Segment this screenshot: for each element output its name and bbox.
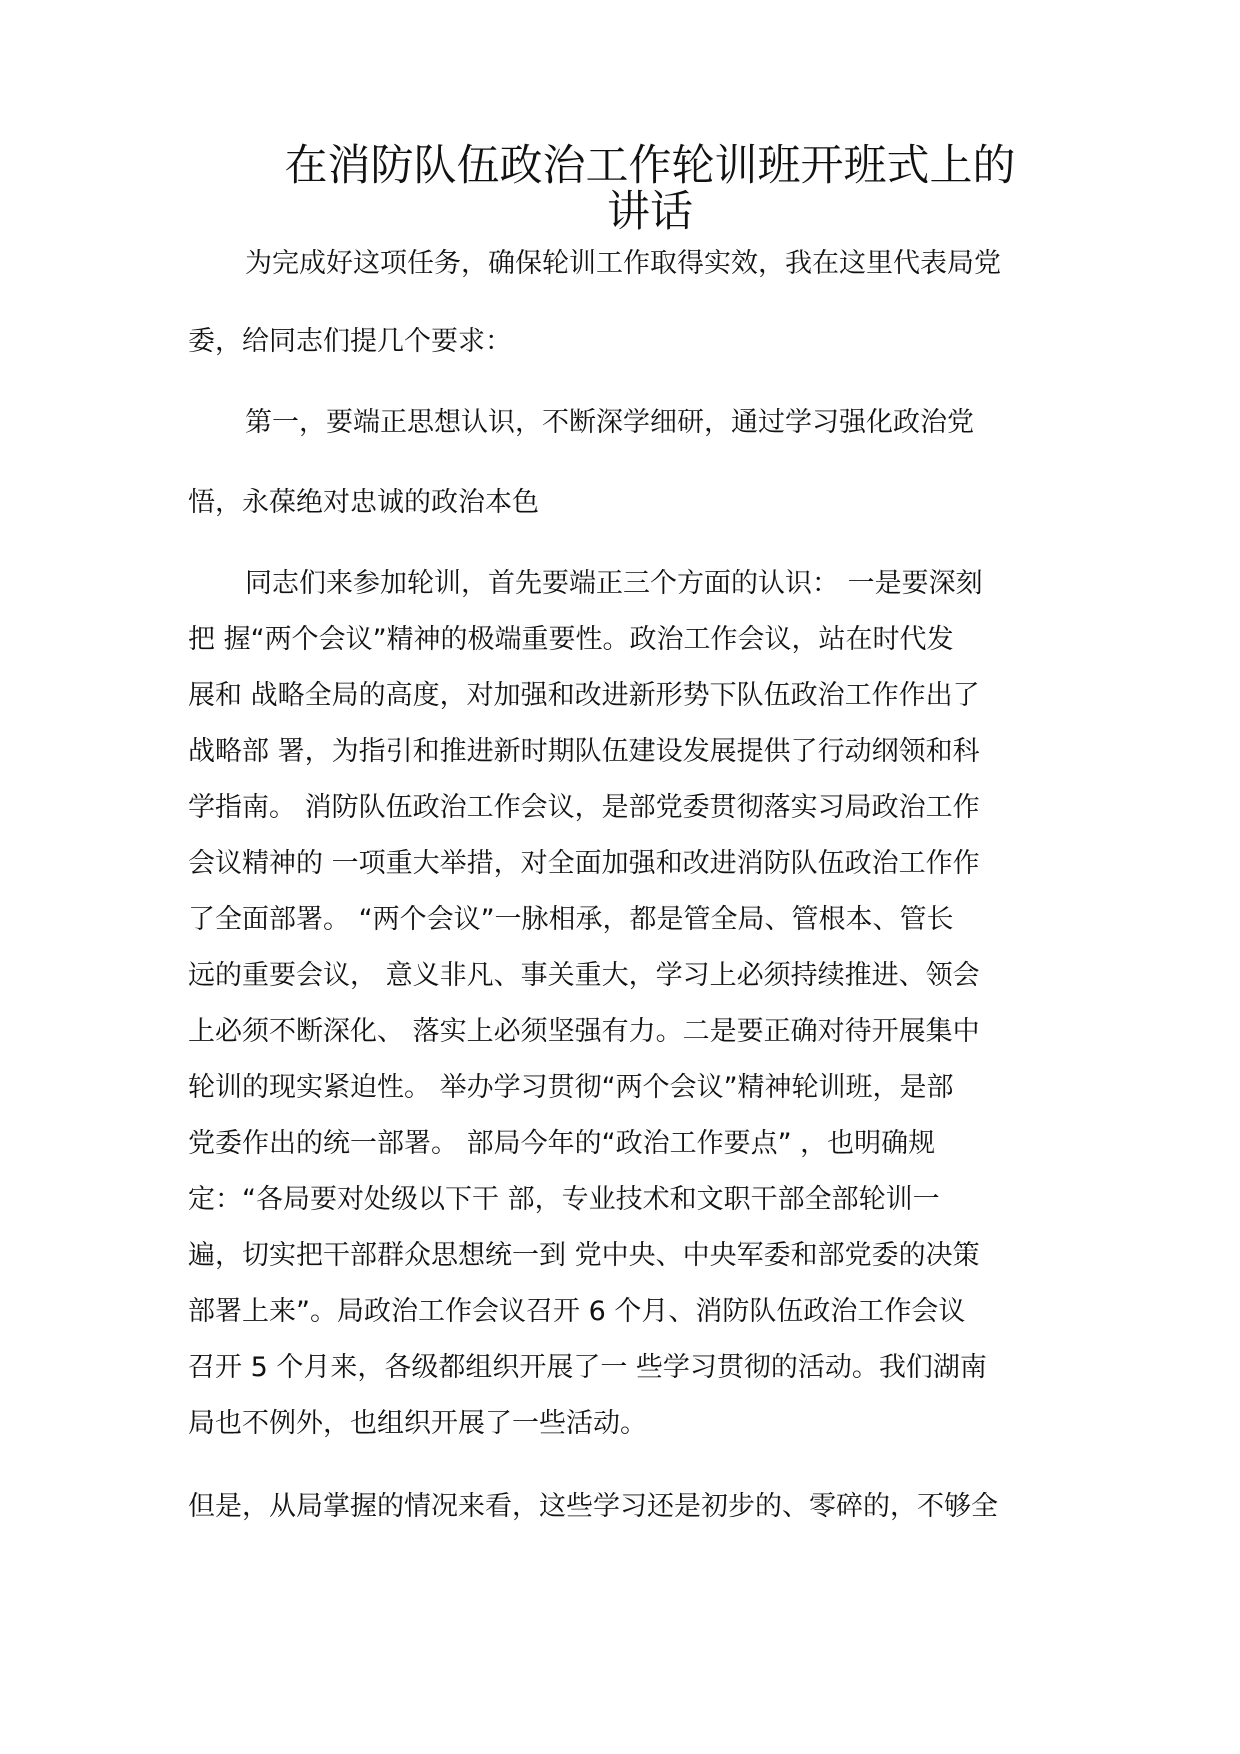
body-line: 战略部 署，为指引和推进新时期队伍建设发展提供了行动纲领和科 — [188, 736, 980, 767]
body-line: 展和 战略全局的高度，对加强和改进新形势下队伍政治工作作出了 — [188, 680, 980, 711]
body-line: 上必须不断深化、 落实上必须坚强有力。二是要正确对待开展集中 — [188, 1016, 980, 1047]
speech-title-line-2: 讲话 — [607, 187, 693, 237]
body-line: 远的重要会议， 意义非凡、事关重大，学习上必须持续推进、领会 — [188, 960, 980, 991]
body-line: 学指南。 消防队伍政治工作会议，是部党委贯彻落实习局政治工作 — [188, 792, 980, 823]
body-line: 局也不例外，也组织开展了一些活动。 — [188, 1408, 647, 1439]
body-line: 第一，要端正思想认识，不断深学细研，通过学习强化政治党 — [245, 407, 974, 438]
body-line: 为完成好这项任务，确保轮训工作取得实效，我在这里代表局党 — [245, 248, 1001, 279]
body-line: 部署上来”。局政治工作会议召开 6 个月、消防队伍政治工作会议 — [188, 1296, 966, 1327]
body-line: 党委作出的统一部署。 部局今年的“政治工作要点” ，也明确规 — [188, 1128, 936, 1159]
body-line: 会议精神的 一项重大举措，对全面加强和改进消防队伍政治工作作 — [188, 848, 980, 879]
speech-title-line-1: 在消防队伍政治工作轮训班开班式上的 — [284, 141, 1016, 191]
body-line: 但是，从局掌握的情况来看，这些学习还是初步的、零碎的，不够全 — [188, 1491, 998, 1522]
body-line: 召开 5 个月来，各级都组织开展了一 些学习贯彻的活动。我们湖南 — [188, 1352, 987, 1383]
body-line: 定：“各局要对处级以下干 部，专业技术和文职干部全部轮训一 — [188, 1184, 940, 1215]
body-line: 了全面部署。 “两个会议”一脉相承，都是管全局、管根本、管长 — [188, 904, 954, 935]
body-line: 轮训的现实紧迫性。 举办学习贯彻“两个会议”精神轮训班，是部 — [188, 1072, 954, 1103]
body-line: 悟，永葆绝对忠诚的政治本色 — [188, 487, 539, 518]
body-line: 把 握“两个会议”精神的极端重要性。政治工作会议，站在时代发 — [188, 624, 954, 655]
body-line: 遍，切实把干部群众思想统一到 党中央、中央军委和部党委的决策 — [188, 1240, 980, 1271]
body-line: 同志们来参加轮训，首先要端正三个方面的认识： 一是要深刻 — [245, 568, 983, 599]
body-line: 委，给同志们提几个要求： — [188, 326, 512, 357]
